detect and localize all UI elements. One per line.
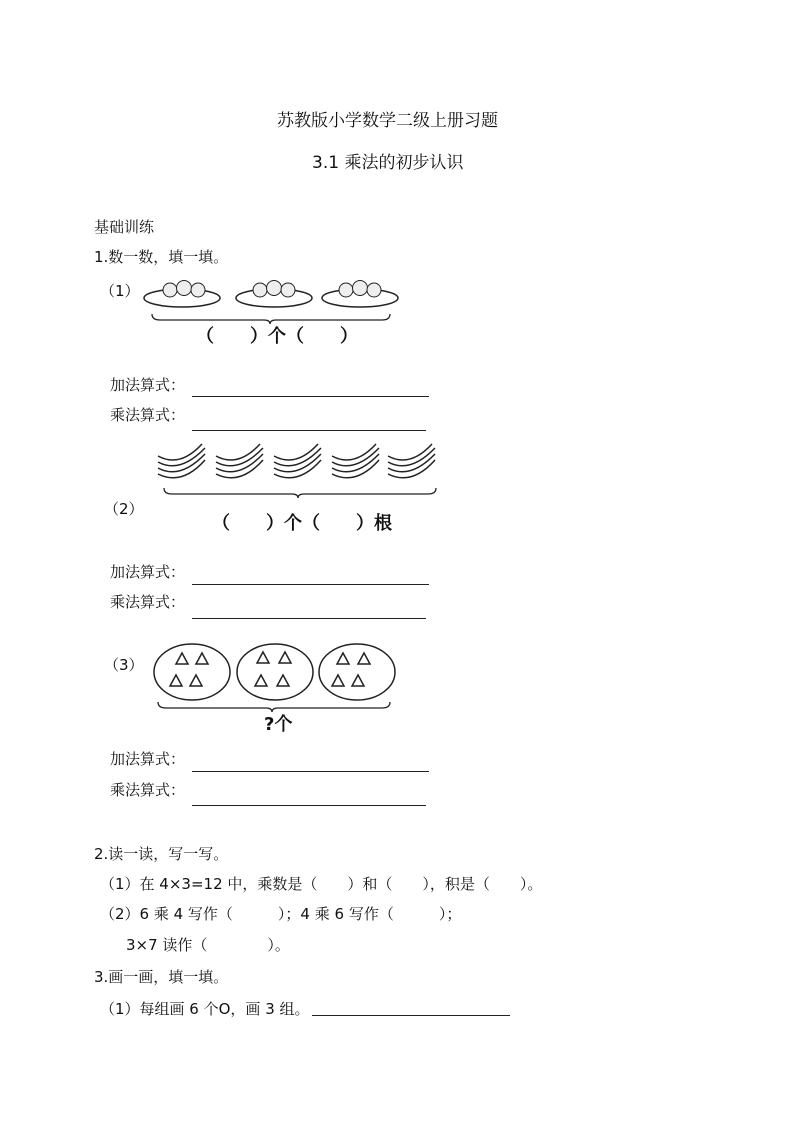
- triangle-group-1: [154, 644, 230, 700]
- q1-part1-mul-line[interactable]: [192, 430, 426, 431]
- q1-part1-add-line[interactable]: [192, 396, 429, 397]
- question-2-heading: 2.读一读，写一写。: [94, 845, 229, 863]
- q3-answer-line[interactable]: [312, 1015, 510, 1016]
- q1-part2-add-line[interactable]: [192, 584, 429, 585]
- q1-part3-add-line[interactable]: [192, 771, 429, 772]
- q1-part3-mul-line[interactable]: [192, 805, 426, 806]
- q1-part1-label: （1）: [100, 282, 140, 300]
- peach-plate-2: [236, 281, 312, 308]
- banana-bunch-1: [158, 444, 205, 478]
- q1-part3-add-label: 加法算式：: [110, 750, 186, 768]
- worksheet-title: 苏教版小学数学二级上册习题: [277, 111, 498, 131]
- section-heading: 基础训练: [94, 218, 155, 236]
- triangle-group-3: [319, 644, 395, 700]
- banana-bunch-4: [332, 444, 379, 478]
- q1-part1-add-label: 加法算式：: [110, 376, 186, 394]
- q2-line-1: （1）在 4×3=12 中，乘数是（ ）和（ ），积是（ ）。: [100, 875, 543, 893]
- q1-part2-add-label: 加法算式：: [110, 563, 186, 581]
- q2-line-2: （2）6 乘 4 写作（ ）；4 乘 6 写作（ ）；: [100, 905, 462, 923]
- lesson-subtitle: 3.1 乘法的初步认识: [312, 153, 464, 173]
- peach-plate-3: [322, 281, 398, 308]
- q1-part2-label: （2）: [104, 500, 144, 518]
- q1-part3-label: （3）: [104, 656, 144, 674]
- peach-plates-illustration: [140, 276, 400, 321]
- q3-line-1: （1）每组画 6 个O，画 3 组。: [100, 1000, 310, 1018]
- triangle-group-2: [237, 644, 313, 700]
- peach-plate-1: [144, 281, 220, 308]
- banana-bunches-illustration: [150, 440, 450, 500]
- banana-bunch-3: [274, 444, 321, 478]
- q1-part1-mul-label: 乘法算式：: [110, 406, 186, 424]
- question-1-heading: 1.数一数，填一填。: [94, 248, 229, 266]
- banana-bunch-2: [216, 444, 263, 478]
- banana-bunch-5: [388, 444, 435, 478]
- q2-line-3: 3×7 读作（ ）。: [126, 936, 290, 954]
- q1-part1-caption: （ ）个（ ）: [196, 326, 358, 347]
- q1-part2-mul-line[interactable]: [192, 618, 426, 619]
- q1-part2-mul-label: 乘法算式：: [110, 593, 186, 611]
- q1-part3-mul-label: 乘法算式：: [110, 781, 186, 799]
- triangle-groups-illustration: [150, 640, 410, 715]
- q1-part3-caption: ?个: [264, 714, 293, 735]
- q1-part2-caption: （ ）个（ ）根: [212, 513, 392, 534]
- question-3-heading: 3.画一画，填一填。: [94, 968, 229, 986]
